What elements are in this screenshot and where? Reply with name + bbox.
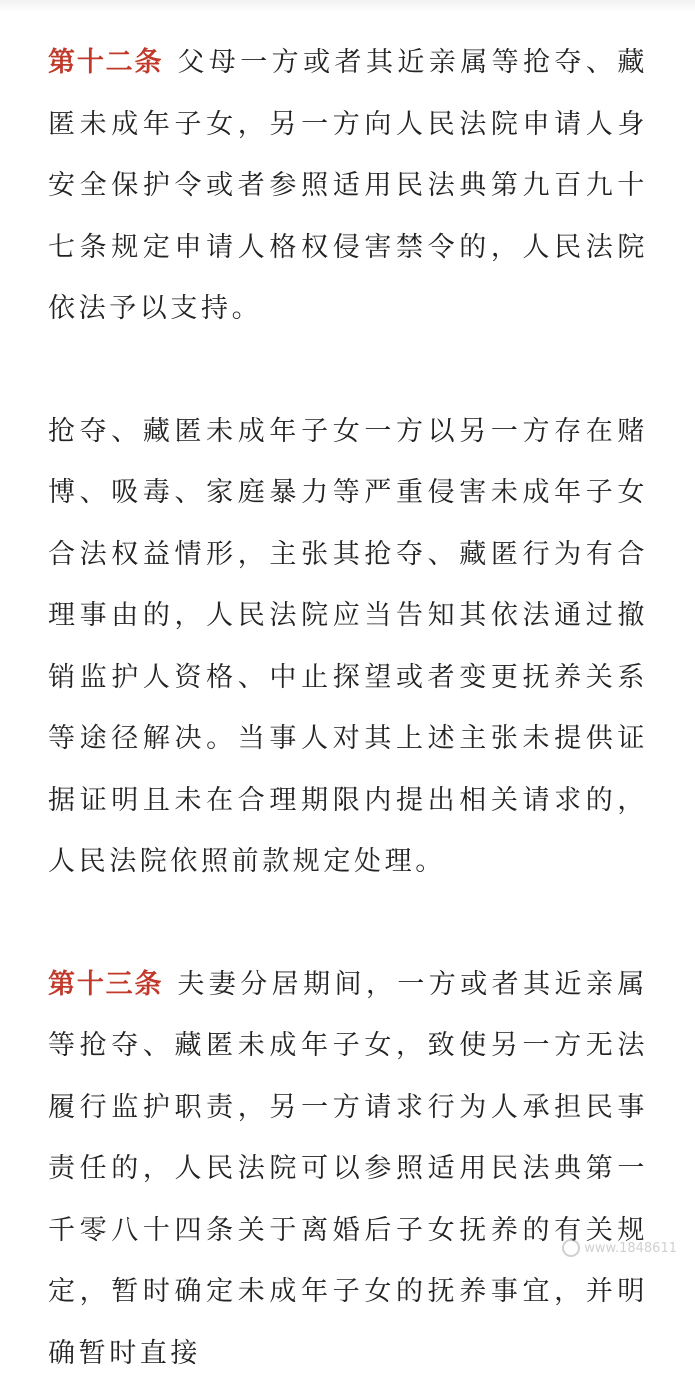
article-text: 夫妻分居期间，一方或者其近亲属等抢夺、藏匿未成年子女，致使另一方无法履行监护职责，另一方请求行为人承担民事责任的，人民法院可以参照适用民法典第一千零八十四条关于离婚后子女抚养的有关规定，暂时确定未成年子女的抚养事宜，并明确暂时直接 bbox=[48, 969, 648, 1369]
watermark-text: www.1848611 bbox=[584, 1241, 677, 1256]
article-number: 第十三条 bbox=[48, 969, 163, 1000]
article-13-paragraph-1 bbox=[48, 954, 648, 1384]
logo-icon bbox=[562, 1239, 580, 1257]
article-number: 第十二条 bbox=[48, 47, 163, 78]
top-shadow-bar bbox=[0, 0, 695, 12]
article-12-paragraph-2 bbox=[48, 401, 648, 893]
article-body bbox=[48, 32, 648, 1384]
watermark bbox=[562, 1234, 677, 1262]
article-text: 抢夺、藏匿未成年子女一方以另一方存在赌博、吸毒、家庭暴力等严重侵害未成年子女合法权益情形，主张其抢夺、藏匿行为有合理事由的，人民法院应当告知其依法通过撤销监护人资格、中止探望或者变更抚养关系等途径解决。当事人对其上述主张未提供证据证明且未在合理期限内提出相关请求的，人民法院依照前款规定处理。 bbox=[48, 416, 648, 878]
article-12-paragraph-1 bbox=[48, 32, 648, 340]
article-text: 父母一方或者其近亲属等抢夺、藏匿未成年子女，另一方向人民法院申请人身安全保护令或者参照适用民法典第九百九十七条规定申请人格权侵害禁令的，人民法院依法予以支持。 bbox=[48, 47, 648, 324]
